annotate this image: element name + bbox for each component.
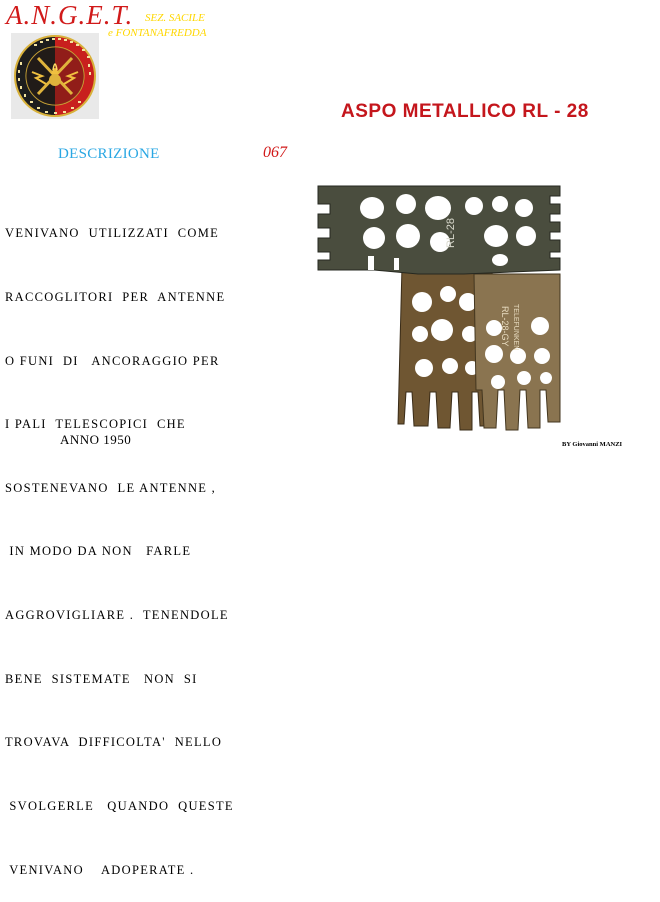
catalog-number: 067 (263, 144, 287, 161)
description-line: VENIVANO UTILIZZATI COME (5, 226, 220, 241)
org-title: A.N.G.E.T. (6, 0, 134, 30)
description-line: AGGROVIGLIARE . TENENDOLE (5, 608, 229, 623)
plate-stamp-maker: TELEFUNKEN (512, 304, 519, 351)
year-label: ANNO 1950 (60, 432, 132, 447)
middle-plate (474, 274, 560, 430)
description-text (5, 181, 245, 902)
description-line: TROVAVA DIFFICOLTA' NELLO (5, 735, 223, 750)
association-badge (11, 33, 99, 119)
section-line-1: SEZ. SACILE (145, 12, 205, 24)
plate-stamp-model: RL-28-GY (500, 306, 510, 347)
section-line-2: e FONTANAFREDDA (108, 27, 207, 39)
page-title: ASPO METALLICO RL - 28 (341, 101, 589, 122)
description-line: RACCOGLITORI PER ANTENNE (5, 290, 226, 305)
front-plate (318, 186, 560, 274)
signal-corps-badge-icon (12, 34, 98, 118)
description-line: VENIVANO ADOPERATE . (5, 862, 195, 877)
description-line: BENE SISTEMATE NON SI (5, 671, 198, 686)
plate-stamp-rl28: RL-28 (445, 218, 457, 248)
description-label: DESCRIZIONE (58, 146, 160, 162)
description-line: IN MODO DA NON FARLE (5, 544, 192, 559)
author-credit: BY Giovanni MANZI (562, 441, 623, 448)
description-line: SOSTENEVANO LE ANTENNE , (5, 480, 217, 495)
description-line: O FUNI DI ANCORAGGIO PER (5, 353, 220, 368)
reel-photo (314, 178, 570, 440)
description-line: SVOLGERLE QUANDO QUESTE (5, 798, 234, 813)
description-line: I PALI TELESCOPICI CHE (5, 417, 186, 432)
